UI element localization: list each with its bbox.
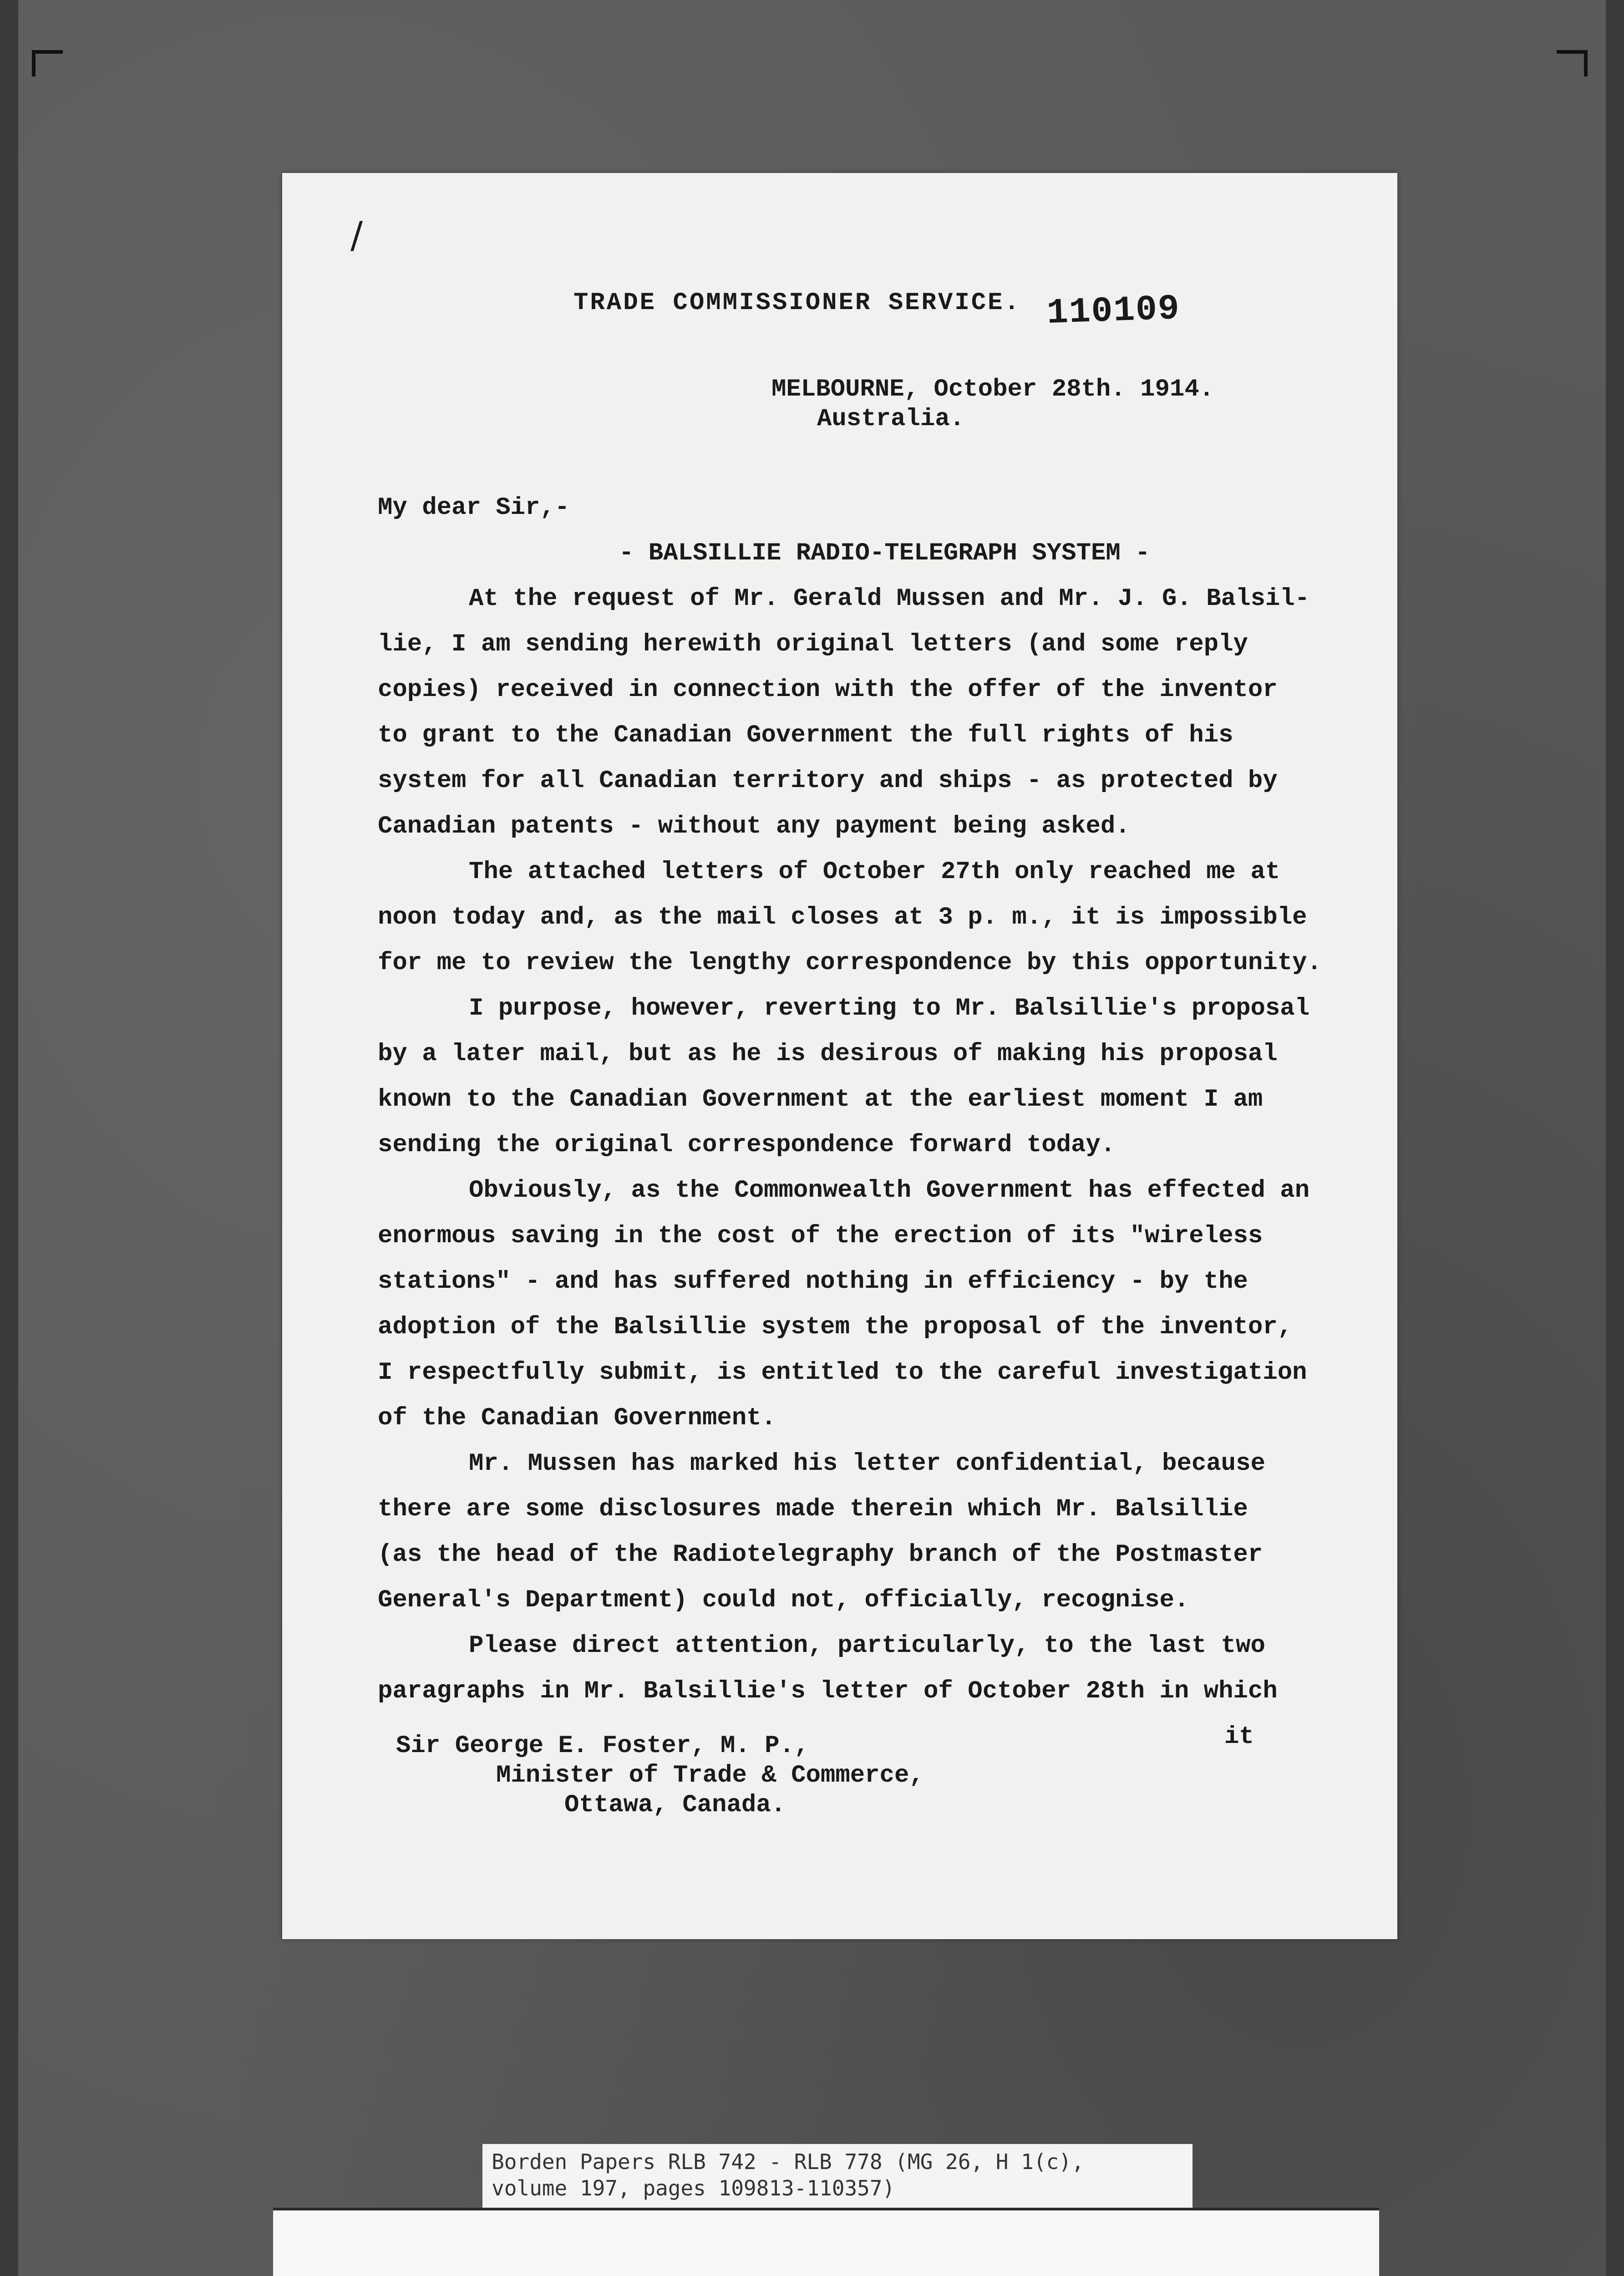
film-edge-right bbox=[1606, 0, 1624, 2276]
body-line: for me to review the lengthy correspondence by this opportunity. bbox=[378, 949, 1322, 977]
body-line: system for all Canadian territory and ships - as protected by bbox=[378, 767, 1278, 795]
body-line: sending the original correspondence forward today. bbox=[378, 1131, 1116, 1159]
body-line: stations" - and has suffered nothing in efficiency - by the bbox=[378, 1268, 1248, 1295]
body-line: paragraphs in Mr. Balsillie's letter of October 28th in which bbox=[378, 1677, 1278, 1705]
film-edge-left bbox=[0, 0, 18, 2276]
body-line: known to the Canadian Government at the earliest moment I am bbox=[378, 1086, 1263, 1113]
archives-label-panel bbox=[273, 2208, 1379, 2276]
letter-header: TRADE COMMISSIONER SERVICE. bbox=[573, 289, 1021, 317]
body-line: of the Canadian Government. bbox=[378, 1404, 776, 1432]
body-line: copies) received in connection with the offer of the inventor bbox=[378, 676, 1278, 704]
addressee-line: Minister of Trade & Commerce, bbox=[496, 1762, 924, 1789]
crop-mark-top-right bbox=[1557, 50, 1588, 76]
body-line: by a later mail, but as he is desirous of making his proposal bbox=[378, 1040, 1278, 1068]
addressee-line: Sir George E. Foster, M. P., bbox=[396, 1732, 809, 1760]
body-line: Obviously, as the Commonwealth Government has effected an bbox=[469, 1177, 1310, 1204]
body-line: enormous saving in the cost of the erection of its "wireless bbox=[378, 1222, 1263, 1250]
body-line: Canadian patents - without any payment being asked. bbox=[378, 813, 1130, 840]
document-number-stamp: 110109 bbox=[1046, 289, 1181, 334]
reference-caption bbox=[482, 2144, 1193, 2208]
caption-line: Borden Papers RLB 742 - RLB 778 (MG 26, H 1(c), bbox=[492, 2149, 1084, 2174]
addressee-line: Ottawa, Canada. bbox=[564, 1791, 786, 1819]
body-line: At the request of Mr. Gerald Mussen and Mr. J. G. Balsil- bbox=[469, 585, 1310, 613]
body-line: I respectfully submit, is entitled to the careful investigation bbox=[378, 1359, 1307, 1387]
country: Australia. bbox=[817, 405, 965, 433]
caption-line: volume 197, pages 109813-110357) bbox=[492, 2176, 895, 2200]
body-line: noon today and, as the mail closes at 3 p. m., it is impossible bbox=[378, 904, 1307, 931]
continuation-word: it bbox=[1224, 1723, 1254, 1751]
crop-mark-top-left bbox=[32, 50, 63, 76]
body-line: to grant to the Canadian Government the full rights of his bbox=[378, 721, 1233, 749]
body-line: (as the head of the Radiotelegraphy branch of the Postmaster bbox=[378, 1541, 1263, 1569]
subject-line: - BALSILLIE RADIO-TELEGRAPH SYSTEM - bbox=[619, 539, 1150, 567]
body-line: Mr. Mussen has marked his letter confidential, because bbox=[469, 1450, 1265, 1478]
body-line: lie, I am sending herewith original letters (and some reply bbox=[378, 630, 1248, 658]
salutation: My dear Sir,- bbox=[378, 494, 570, 522]
pencil-tick-mark: / bbox=[350, 214, 363, 256]
body-line: The attached letters of October 27th only reached me at bbox=[469, 858, 1280, 886]
body-line: I purpose, however, reverting to Mr. Balsillie's proposal bbox=[469, 995, 1310, 1022]
body-line: there are some disclosures made therein which Mr. Balsillie bbox=[378, 1495, 1248, 1523]
letter-page bbox=[282, 173, 1397, 1939]
body-line: General's Department) could not, officially, recognise. bbox=[378, 1586, 1189, 1614]
body-line: adoption of the Balsillie system the proposal of the inventor, bbox=[378, 1313, 1293, 1341]
body-line: Please direct attention, particularly, to the last two bbox=[469, 1632, 1265, 1660]
place-date: MELBOURNE, October 28th. 1914. bbox=[771, 376, 1214, 403]
